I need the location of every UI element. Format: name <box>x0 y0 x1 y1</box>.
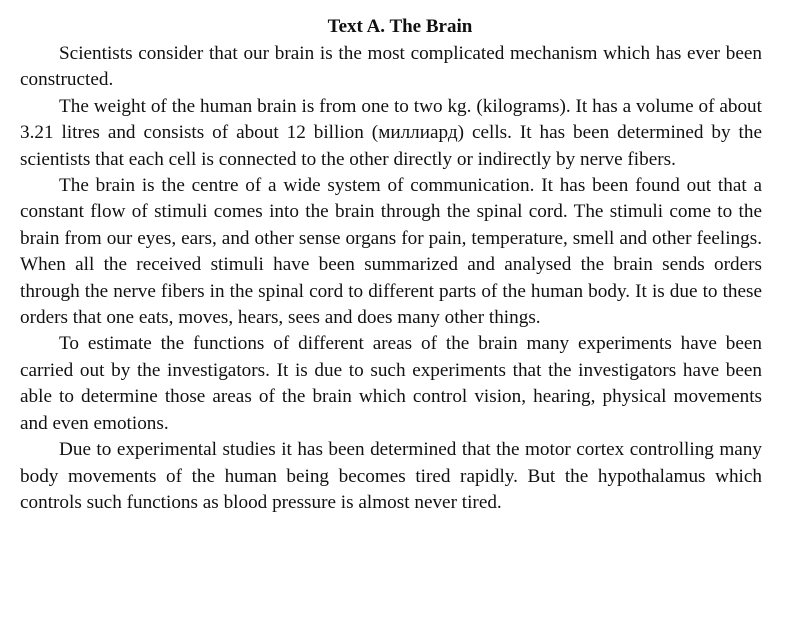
document-page <box>20 14 780 516</box>
paragraph-2: The weight of the human brain is from one to two kg. (kilograms). It has a volume of about 3.21 litres and consists of about 12 billion (миллиард) cells. It has been determined by the scientists that each cell is connected to the other directly or indirectly by nerve fibers. <box>20 95 762 170</box>
paragraph-3: The brain is the centre of a wide system of communication. It has been found out that a constant flow of stimuli comes into the brain through the spinal cord. The stimuli come to the brain from our eyes, ears, and other sense organs for pain, temperature, smell and other feelings. When all the received stimuli have been summarized and analysed the brain sends orders through the nerve fibers in the spinal cord to different parts of the human body. It is due to these orders that one eats, moves, hears, sees and does many other things. <box>20 175 762 329</box>
paragraph-1: Scientists consider that our brain is the most complicated mechanism which has ever been constructed. <box>20 43 762 91</box>
paragraph-5: Due to experimental studies it has been determined that the motor cortex controlling many body movements of the human being becomes tired rapidly. But the hypothalamus which controls such functions as blood pressure is almost never tired. <box>20 439 762 513</box>
document-title: Text A. The Brain <box>327 16 473 37</box>
paragraph-4: To estimate the functions of different areas of the brain many experiments have been carried out by the investigators. It is due to such experiments that the investigators have been able to determine those areas of the brain which control vision, hearing, physical movements and even emotions. <box>20 333 762 434</box>
